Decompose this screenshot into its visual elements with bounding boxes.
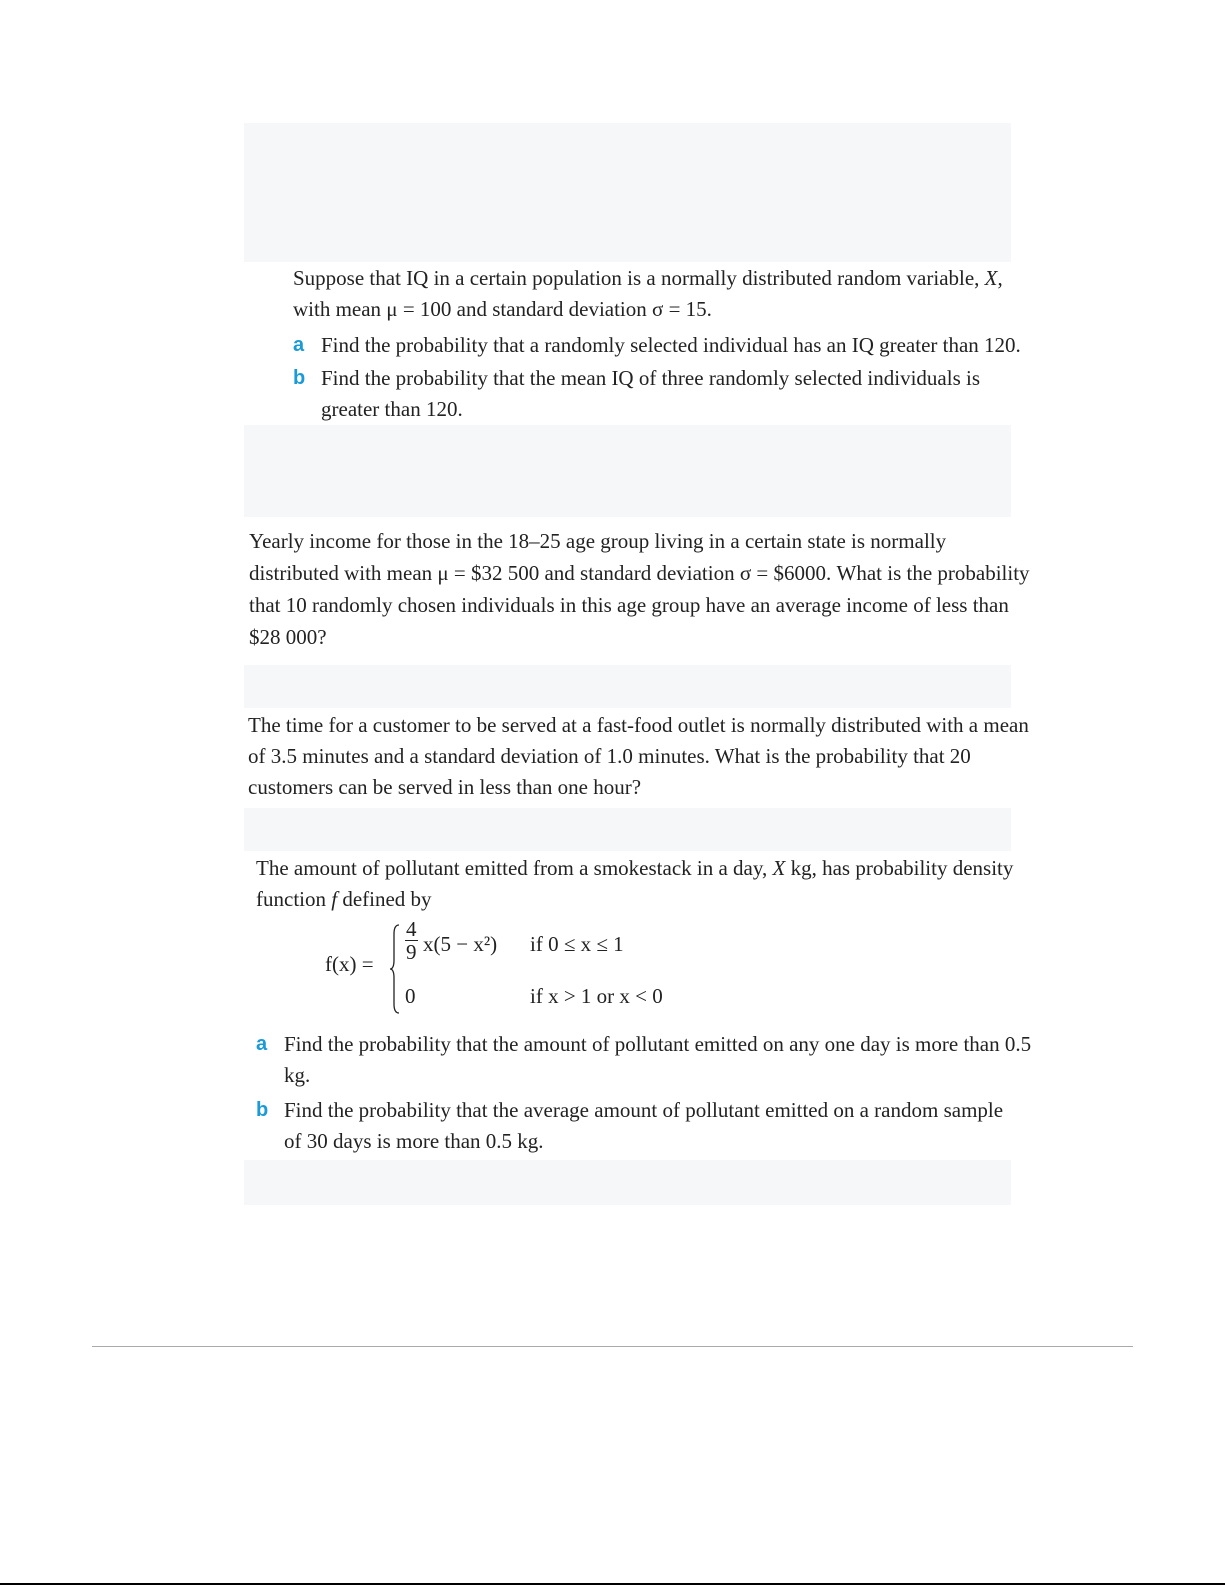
question-3 [248, 710, 1033, 803]
question-1-intro-line2: with mean μ = 100 and standard deviation σ = 15. [293, 297, 712, 321]
part-b-text: Find the probability that the mean IQ of three randomly selected individuals is greater than 120. [321, 366, 981, 421]
fraction-denominator: 9 [406, 940, 417, 964]
left-brace-icon [390, 924, 400, 1014]
formula-condition-2: if x > 1 or x < 0 [530, 984, 663, 1008]
question-4-intro: The amount of pollutant emitted from a smokestack in a day, X kg, has probability density function f defined by [256, 856, 1014, 911]
fraction [405, 918, 418, 963]
formula-expression: x(5 − x²) [423, 932, 498, 956]
question-4 [256, 853, 1026, 915]
part-b-label: b [293, 367, 306, 389]
formula-condition-1: if 0 ≤ x ≤ 1 [530, 932, 624, 956]
pdf-formula [325, 918, 725, 1018]
question-3-text: The time for a customer to be served at a fast-food outlet is normally distributed with a mean of 3.5 minutes and a standard deviation of 1.0 minutes. What is the probability that 20 customers can be served in less than one hour? [248, 713, 1029, 799]
question-4-parts [256, 1029, 1032, 1157]
part-a-text: Find the probability that a randomly selected individual has an IQ greater than 120. [321, 333, 1021, 357]
panel-top [244, 123, 1011, 262]
part-b-text: Find the probability that the average amount of pollutant emitted on a random sample of 30 days is more than 0.5 kg. [284, 1098, 1004, 1153]
fraction-numerator: 4 [406, 917, 417, 941]
formula-lhs: f(x) = [325, 952, 374, 976]
panel-q1-bottom [244, 425, 1011, 517]
question-1-intro: Suppose that IQ in a certain population is a normally distributed random variable, X, [293, 266, 1003, 290]
formula-zero: 0 [405, 984, 416, 1008]
question-2-text: Yearly income for those in the 18–25 age group living in a certain state is normally distributed with mean μ = $32 500 and standard deviation σ = $6000. What is the probability that 10 randomly chosen individuals in this age group have an average income of less than $28 000? [249, 529, 1030, 649]
page-divider [92, 1346, 1133, 1347]
question-1-part-a [293, 330, 1073, 361]
question-4-part-a [256, 1029, 1054, 1091]
part-a-text: Find the probability that the amount of pollutant emitted on any one day is more than 0.5 kg. [284, 1032, 1032, 1087]
part-b-label: b [256, 1099, 269, 1121]
question-1 [293, 263, 1073, 425]
panel-q4-bottom [244, 1160, 1011, 1205]
part-a-label: a [256, 1033, 268, 1055]
part-a-label: a [293, 334, 305, 356]
question-4-part-b [256, 1095, 1024, 1157]
question-1-part-b [293, 363, 1021, 425]
panel-q2-bottom [244, 665, 1011, 708]
question-2 [249, 525, 1034, 653]
panel-q3-bottom [244, 808, 1011, 851]
